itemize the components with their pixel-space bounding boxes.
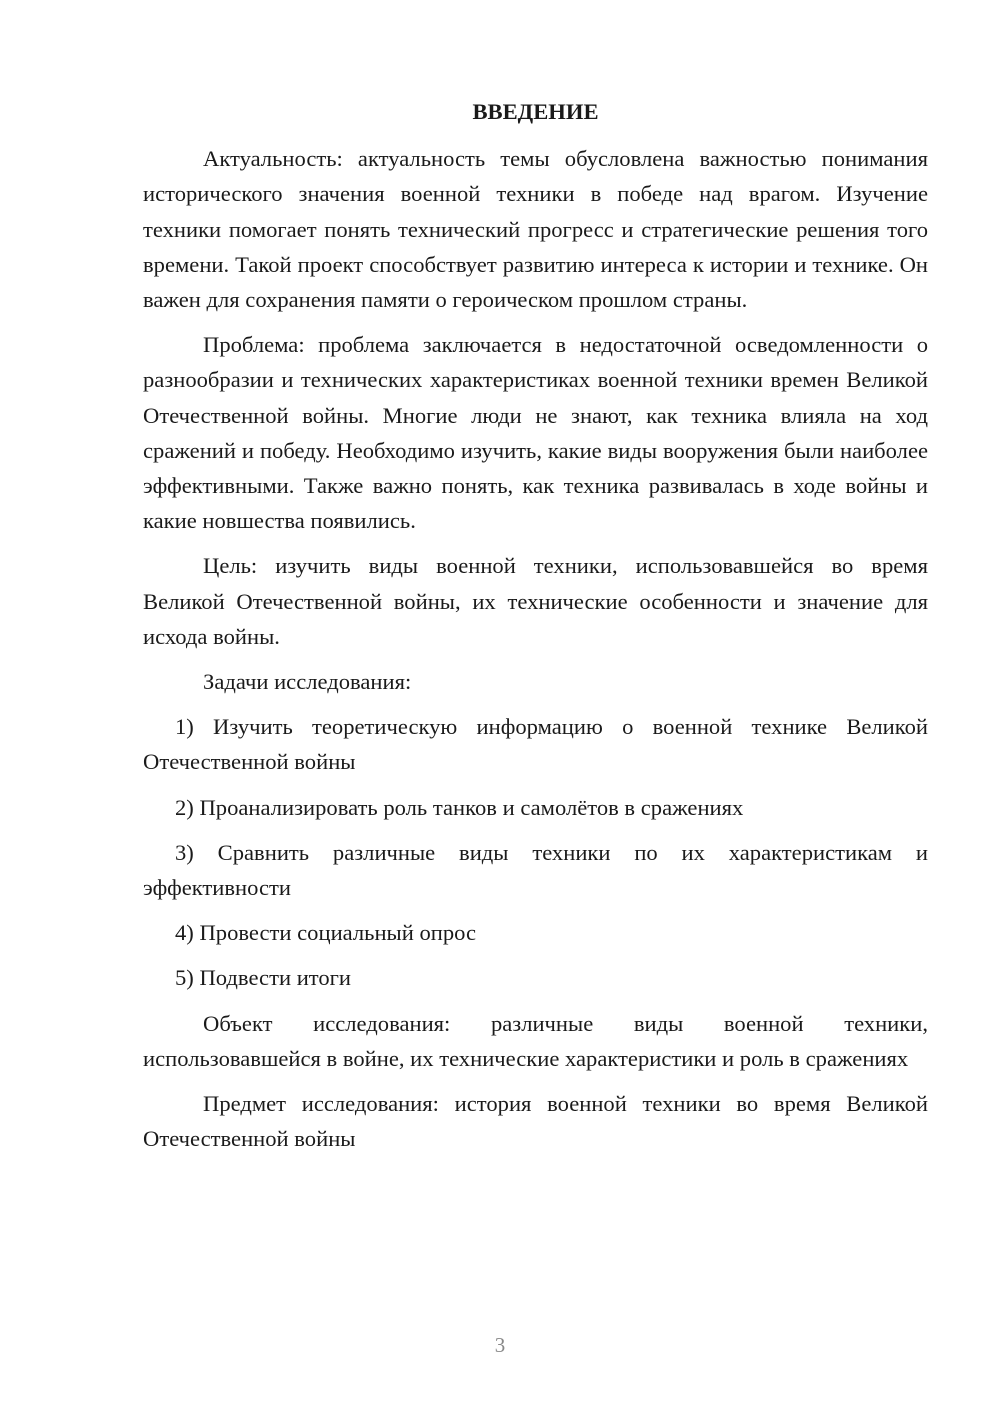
page-number: 3: [494, 1333, 506, 1357]
task-item-2: 2) Проанализировать роль танков и самолётов в сражениях: [175, 794, 744, 820]
paragraph-subject: Предмет исследования: история военной техники во время Великой Отечественной войны: [143, 1091, 928, 1152]
task-item-5: 5) Подвести итоги: [175, 965, 352, 991]
tasks-list: [143, 709, 928, 995]
paragraph-problem: Проблема: проблема заключается в недостаточной осведомленности о разнообразии и технических характеристиках военной техники времен Великой Отечественной войны. Многие люди не знают, как техника влияла на ход сражений и победу. Необходимо изучить, какие виды вооружения были наиболее эффективными. Также важно понять, как техника развивалась в ходе войны и какие новшества появились.: [143, 332, 928, 534]
paragraph-goal: Цель: изучить виды военной техники, использовавшейся во время Великой Отечественной войны, их технические особенности и значение для исхода войны.: [143, 553, 928, 649]
tasks-heading: Задачи исследования:: [203, 669, 412, 695]
page-content: [143, 94, 928, 1166]
paragraph-object: Объект исследования: различные виды военной техники, использовавшейся в войне, их технические характеристики и роль в сражениях: [143, 1010, 928, 1071]
section-title: ВВЕДЕНИЕ: [472, 99, 599, 124]
paragraph-relevance: Актуальность: актуальность темы обусловлена важностью понимания исторического значения военной техники в победе над врагом. Изучение техники помогает понять технический прогресс и стратегические решения того времени. Такой проект способствует развитию интереса к истории и технике. Он важен для сохранения памяти о героическом прошлом страны.: [143, 146, 928, 313]
task-item-1: 1) Изучить теоретическую информацию о военной технике Великой Отечественной войны: [143, 714, 928, 775]
task-item-4: 4) Провести социальный опрос: [175, 920, 477, 946]
task-item-3: 3) Сравнить различные виды техники по их характеристикам и эффективности: [143, 839, 928, 901]
